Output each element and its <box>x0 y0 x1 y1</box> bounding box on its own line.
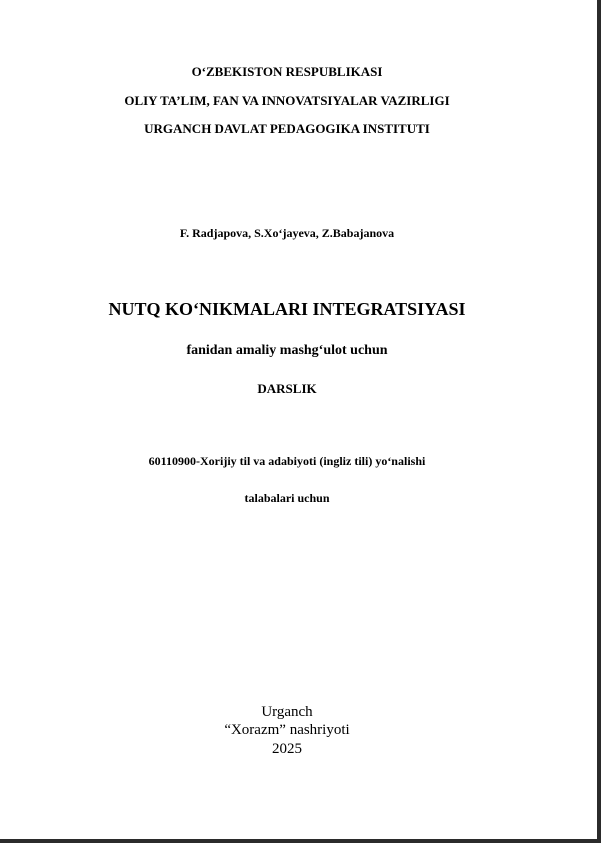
document-type: DARSLIK <box>257 381 317 396</box>
book-title: NUTQ KO‘NIKMALARI INTEGRATSIYASI <box>108 299 466 319</box>
book-subtitle: fanidan amaliy mashg‘ulot uchun <box>186 343 388 358</box>
page-shadow-right <box>597 0 601 843</box>
institute-heading: URGANCH DAVLAT PEDAGOGIKA INSTITUTI <box>144 121 430 136</box>
imprint-publisher: “Xorazm” nashriyoti <box>224 722 350 738</box>
imprint-city: Urganch <box>261 704 313 720</box>
imprint-year: 2025 <box>272 741 302 757</box>
page-shadow-bottom <box>0 839 601 843</box>
ministry-heading: OLIY TA’LIM, FAN VA INNOVATSIYALAR VAZIRLIGI <box>124 93 450 108</box>
audience-line: talabalari uchun <box>244 491 330 505</box>
country-heading: O‘ZBEKISTON RESPUBLIKASI <box>191 64 383 79</box>
authors-line: F. Radjapova, S.Xo‘jayeva, Z.Babajanova <box>179 226 395 240</box>
specialty-line: 60110900-Xorijiy til va adabiyoti (ingliz tili) yo‘nalishi <box>148 454 426 468</box>
